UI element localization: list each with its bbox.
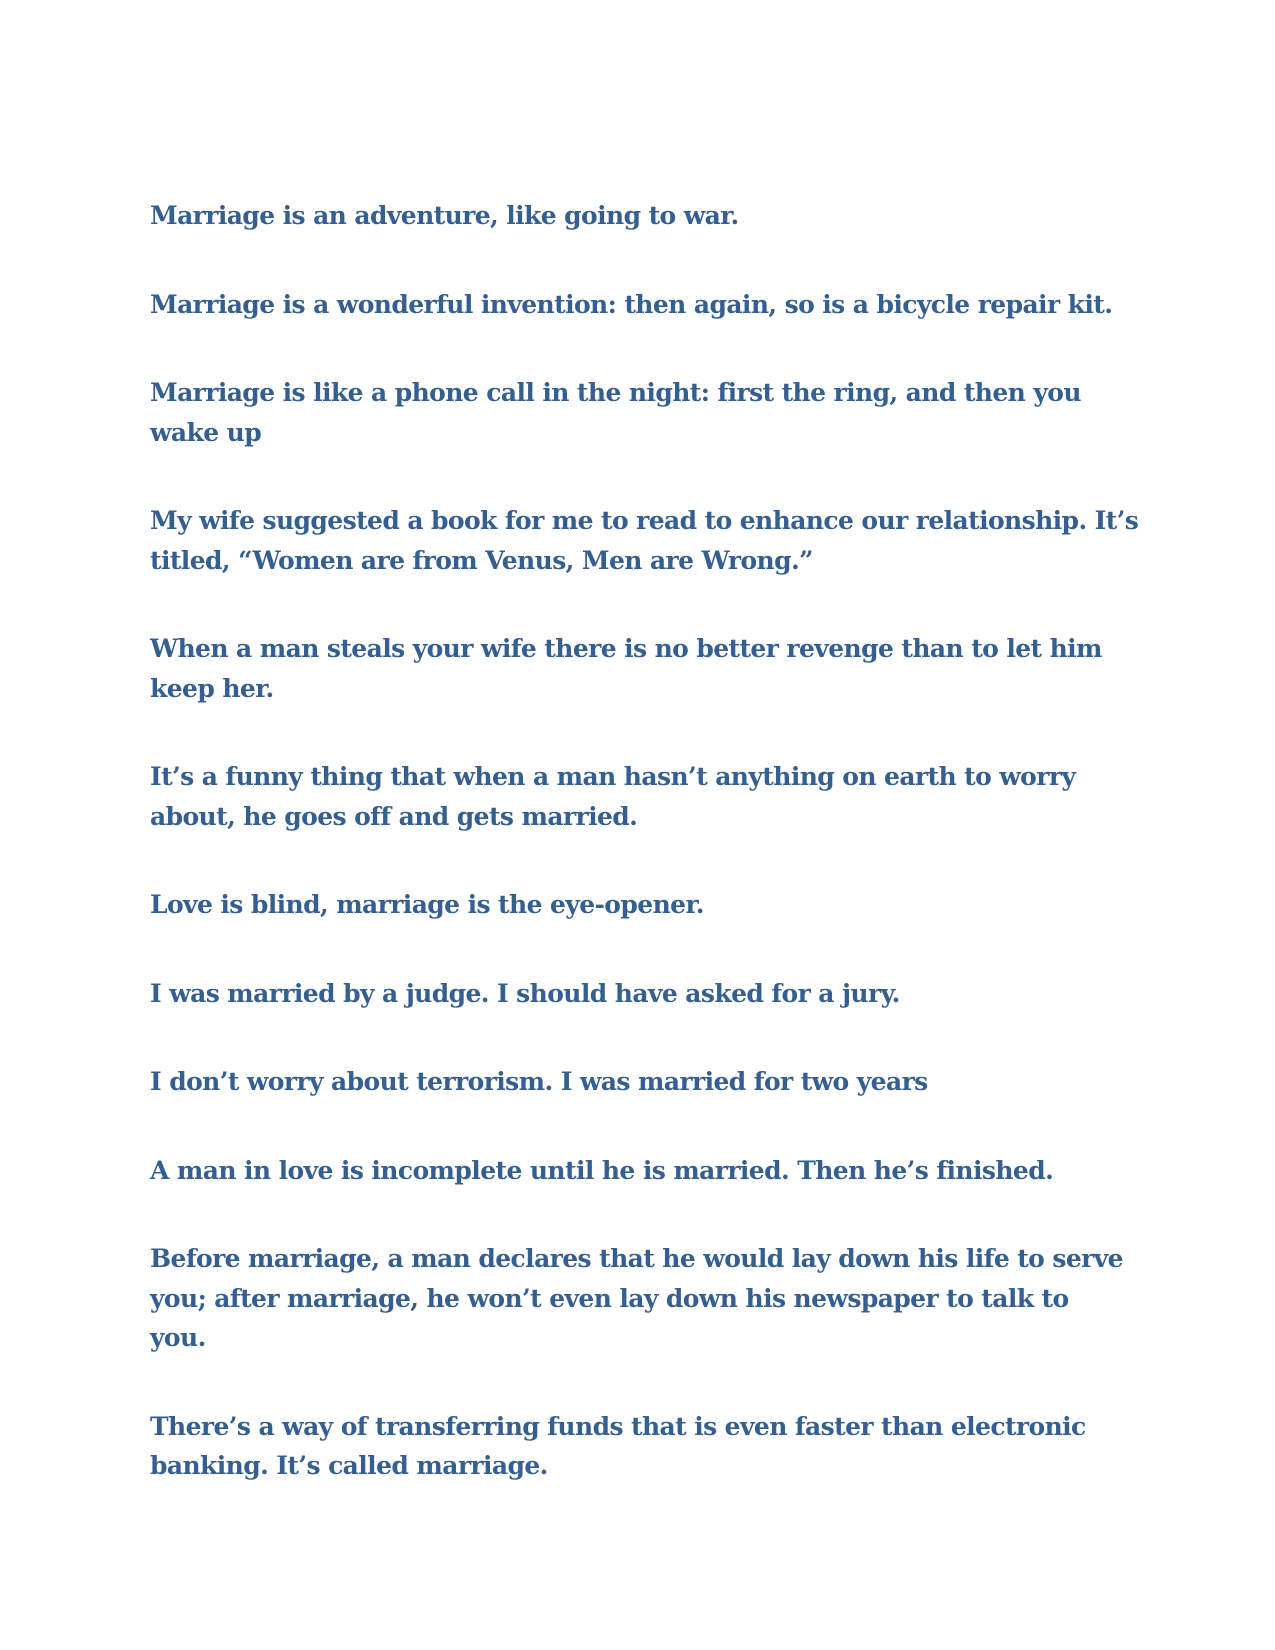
quote-line: keep her. [150, 673, 274, 703]
quote-line: It’s a funny thing that when a man hasn’t anything on earth to worry [150, 762, 1076, 791]
quote-line: I was married by a judge. I should have asked for a jury. [150, 978, 900, 1008]
quote-line: Before marriage, a man declares that he would lay down his life to serve [150, 1244, 1123, 1273]
quote-line: about, he goes off and gets married. [150, 801, 638, 831]
document-body [150, 196, 1139, 1535]
quote-line: I don’t worry about terrorism. I was married for two years [150, 1067, 928, 1096]
quote-line: Marriage is like a phone call in the night: first the ring, and then you [150, 378, 1081, 407]
quote-paragraph [150, 629, 1130, 708]
quote-line: you. [150, 1323, 206, 1352]
quote-line: My wife suggested a book for me to read to enhance our relationship. It’s [150, 506, 1139, 535]
quote-line: There’s a way of transferring funds that is even faster than electronic [150, 1411, 1086, 1441]
quote-line: When a man steals your wife there is no better revenge than to let him [150, 634, 1102, 663]
quote-paragraph [150, 1062, 1130, 1102]
quote-line: Love is blind, marriage is the eye-opener. [150, 890, 704, 919]
quote-line: A man in love is incomplete until he is married. Then he’s finished. [150, 1155, 1054, 1185]
quote-line: banking. It’s called marriage. [150, 1451, 548, 1480]
quote-paragraph [150, 373, 1130, 452]
quote-line: titled, “Women are from Venus, Men are Wrong.” [150, 545, 813, 575]
quote-line: Marriage is a wonderful invention: then again, so is a bicycle repair kit. [150, 289, 1113, 319]
quote-paragraph [150, 501, 1139, 580]
quote-paragraph [150, 1151, 1130, 1191]
quote-paragraph [150, 1239, 1130, 1358]
quote-paragraph [150, 974, 1130, 1014]
quote-line: Marriage is an adventure, like going to war. [150, 201, 739, 230]
quote-paragraph [150, 285, 1130, 325]
quote-paragraph [150, 757, 1130, 836]
quote-paragraph [150, 196, 1130, 236]
quote-paragraph [150, 1407, 1130, 1486]
quote-line: wake up [150, 417, 262, 447]
quote-line: you; after marriage, he won’t even lay down his newspaper to talk to [150, 1283, 1069, 1313]
quote-paragraph [150, 885, 1130, 925]
